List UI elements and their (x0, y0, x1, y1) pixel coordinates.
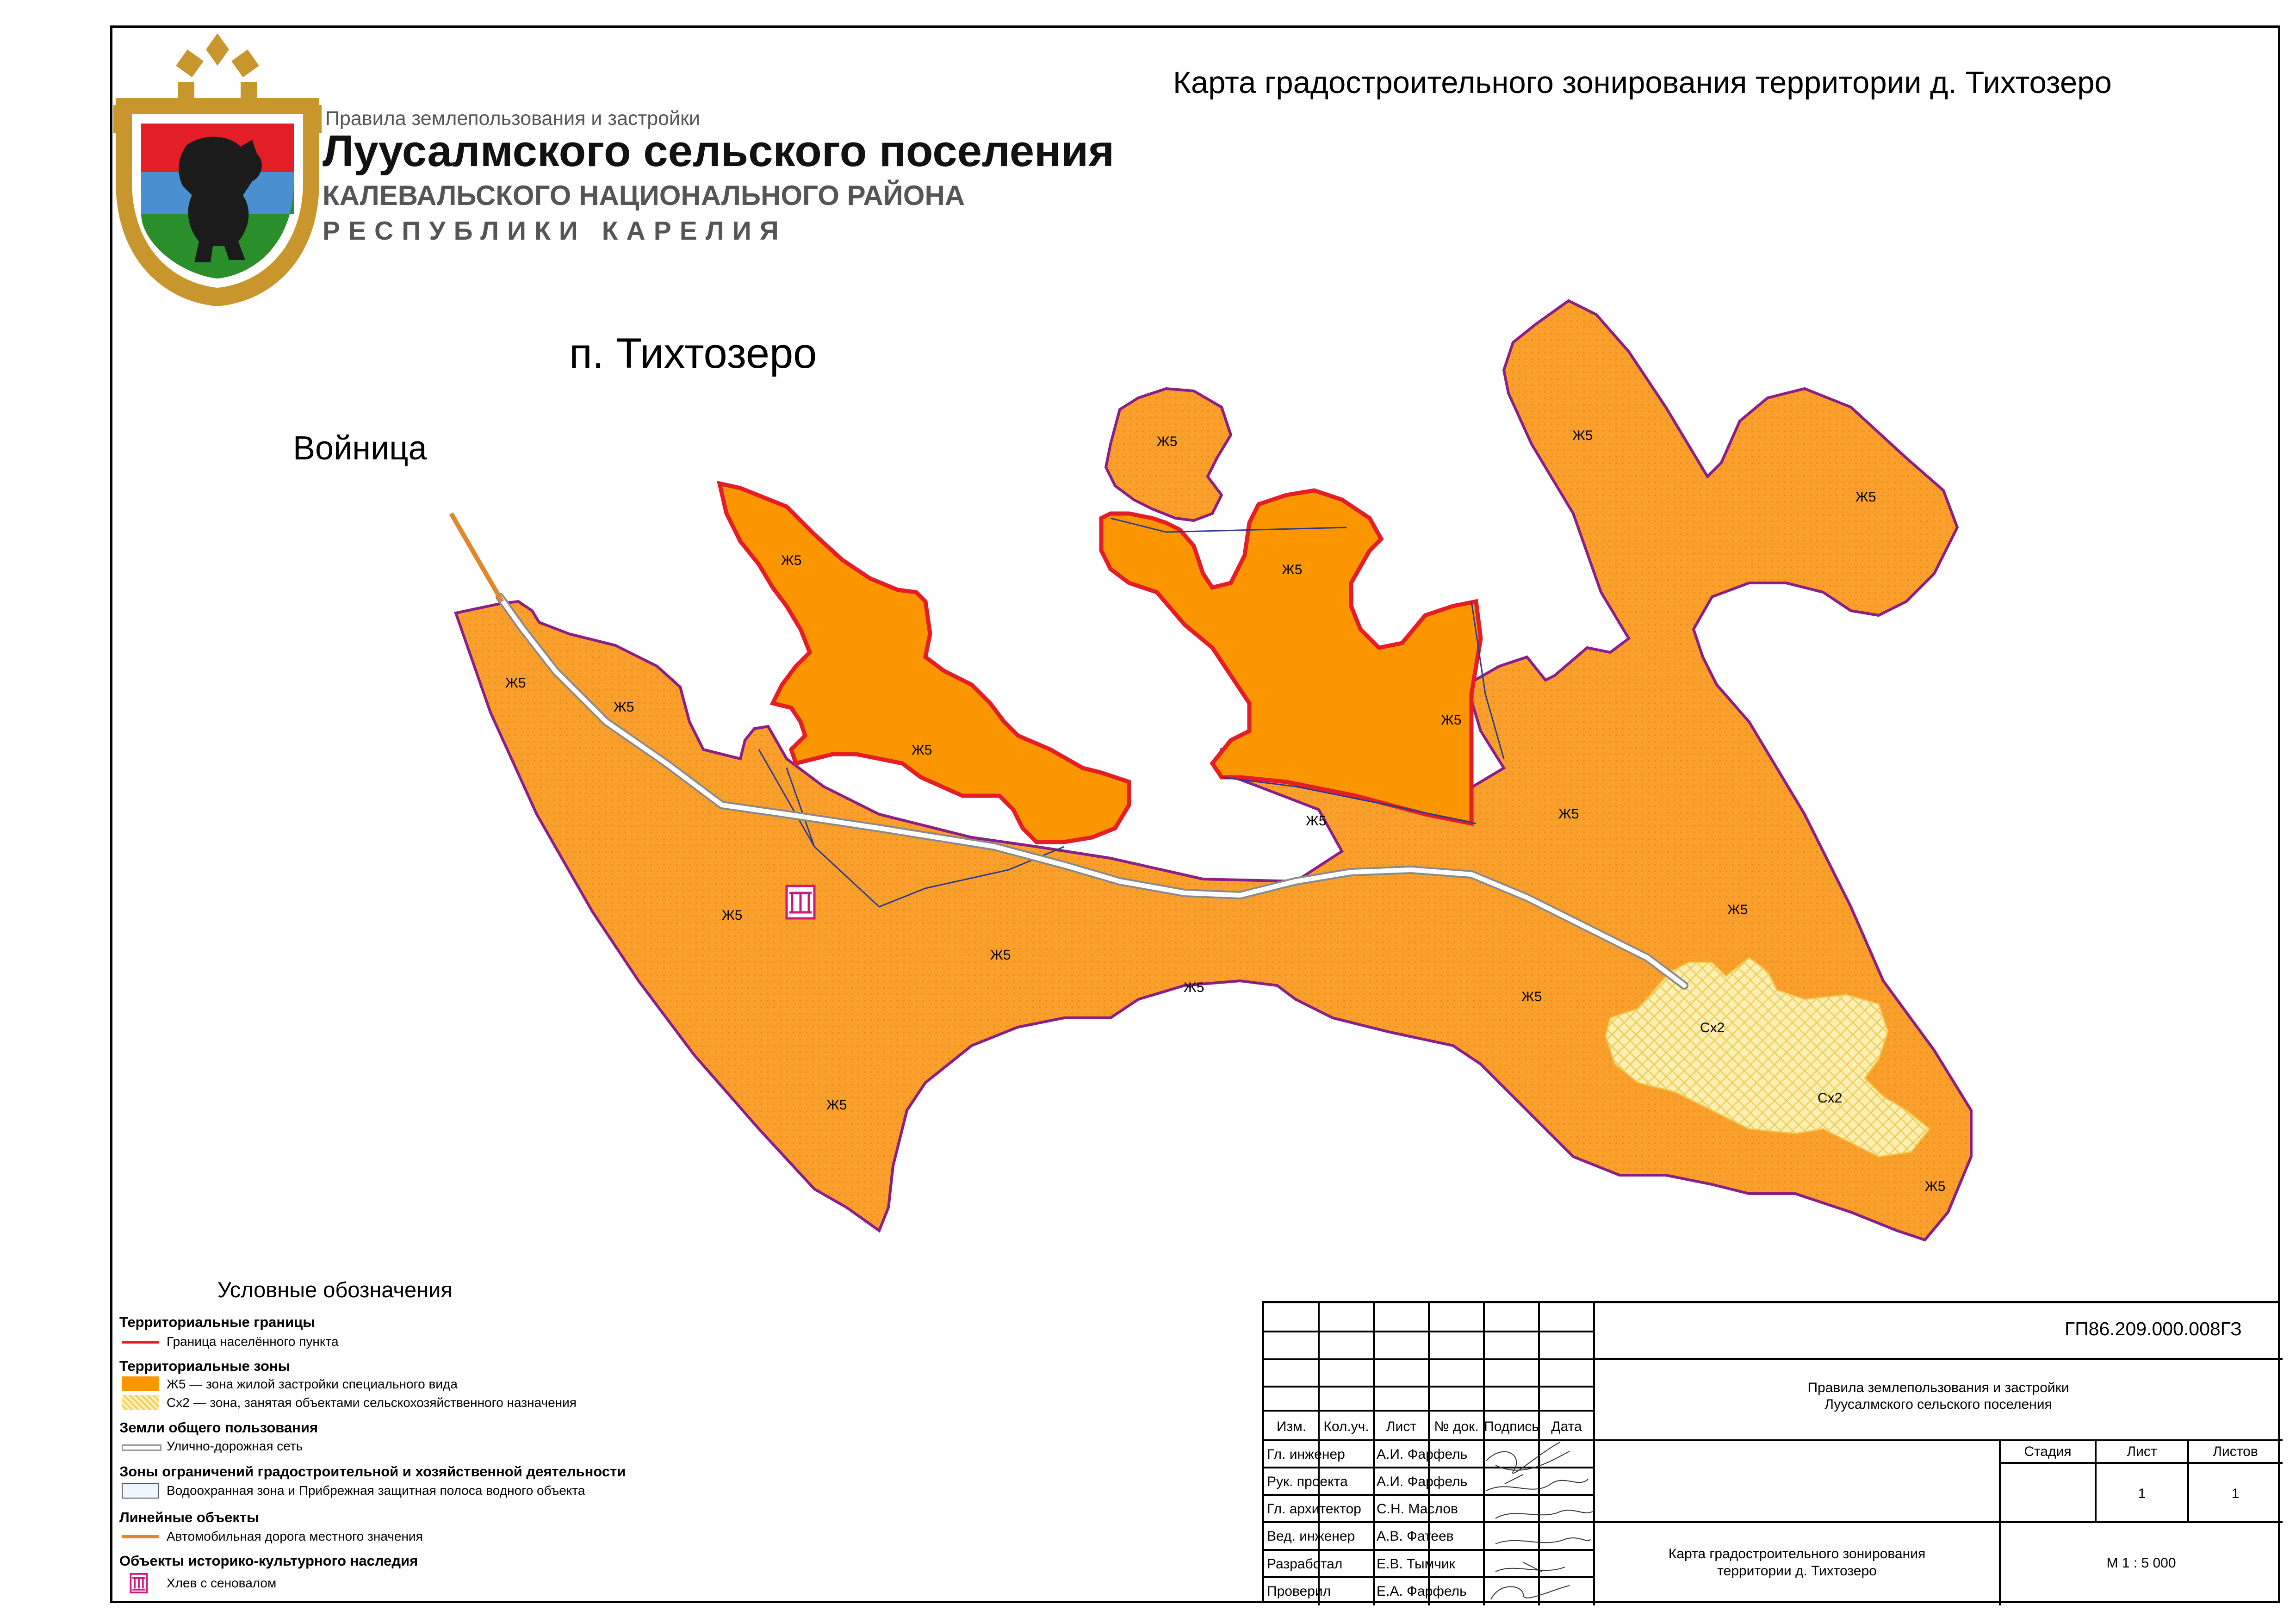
role-name: А.В. Фатеев (1377, 1529, 1454, 1544)
drawing-code: ГП86.209.000.008ГЗ (2065, 1318, 2242, 1339)
role-label: Гл. архитектор (1267, 1501, 1361, 1517)
district-line: КАЛЕВАЛЬСКОГО НАЦИОНАЛЬНОГО РАЙОНА (323, 180, 965, 211)
legend-title: Условные обозначения (217, 1277, 453, 1302)
legend-heading: Объекты историко-культурного наследия (119, 1553, 418, 1569)
heritage-barn-icon (787, 886, 814, 918)
project-line1: Правила землепользования и застройки (1807, 1380, 2069, 1395)
legend-symbol-boundary (122, 1341, 159, 1344)
zone-label: Ж5 (990, 948, 1011, 963)
sheet-value: 1 (2138, 1486, 2146, 1501)
legend-symbol-street (122, 1444, 161, 1451)
role-name: С.Н. Маслов (1377, 1501, 1458, 1517)
column-header: Лист (1386, 1419, 1417, 1434)
zone-label: Сх2 (1818, 1090, 1843, 1106)
zh5-island-zone (1106, 389, 1231, 520)
role-name: А.И. Фарфель (1377, 1474, 1468, 1489)
zh5-north-east-zone (1101, 490, 1481, 824)
zone-label: Ж5 (614, 700, 634, 715)
legend-symbol-water-zone (122, 1483, 159, 1499)
role-label: Гл. инженер (1267, 1447, 1345, 1462)
sheets-value: 1 (2231, 1486, 2240, 1501)
sheet-label: Лист (2127, 1444, 2157, 1459)
legend-item: Автомобильная дорога местного значения (167, 1529, 423, 1543)
legend-symbol-local-road (122, 1535, 159, 1538)
zone-label: Ж5 (781, 553, 802, 568)
zone-label: Ж5 (1157, 434, 1178, 449)
legend-symbol-sx2 (122, 1395, 159, 1410)
zone-label: Ж5 (1572, 428, 1593, 443)
legend-heading: Территориальные зоны (119, 1358, 291, 1374)
legend-item: Сх2 — зона, занятая объектами сельскохозяйственного назначения (167, 1395, 577, 1410)
drawing-title-line1: Карта градостроительного зонирования (1668, 1546, 1926, 1561)
zone-label: Ж5 (1727, 902, 1748, 917)
zone-label: Ж5 (722, 908, 743, 923)
role-name: А.И. Фарфель (1377, 1447, 1468, 1462)
role-label: Рук. проекта (1267, 1474, 1348, 1489)
legend-item: Граница населённого пункта (167, 1334, 339, 1349)
role-label: Проверил (1267, 1584, 1331, 1599)
role-label: Вед. инженер (1267, 1529, 1355, 1544)
title-block (1262, 1301, 2280, 1603)
zone-label: Ж5 (826, 1097, 847, 1113)
zone-label: Ж5 (912, 743, 932, 758)
zone-label: Ж5 (1184, 980, 1204, 995)
legend-heading: Земли общего пользования (119, 1419, 318, 1436)
zone-label: Ж5 (1441, 712, 1462, 728)
local-road-voinitsa (451, 514, 502, 601)
legend-heading: Зоны ограничений градостроительной и хозяйственной деятельности (119, 1463, 626, 1480)
heritage-icon (129, 1573, 149, 1593)
scale: М 1 : 5 000 (2106, 1555, 2176, 1571)
zone-label: Ж5 (1282, 562, 1303, 577)
zone-label: Ж5 (1521, 989, 1542, 1004)
column-header: Кол.уч. (1323, 1419, 1369, 1434)
role-label: Разработал (1267, 1556, 1343, 1572)
project-line2: Луусалмского сельского поселения (1824, 1397, 2052, 1412)
zone-label: Ж5 (1558, 806, 1579, 822)
sheets-label: Листов (2213, 1444, 2258, 1459)
column-header: № док. (1434, 1419, 1479, 1434)
column-header: Подпись (1484, 1419, 1539, 1434)
zone-label: Ж5 (1855, 489, 1876, 505)
legend-heading: Линейные объекты (119, 1509, 259, 1525)
legend-item: Хлев с сеновалом (167, 1576, 277, 1590)
legend-item: Водоохранная зона и Прибрежная защитная полоса водного объекта (167, 1483, 585, 1498)
legend-symbol-zh5 (122, 1376, 159, 1391)
republic-line: РЕСПУБЛИКИ КАРЕЛИЯ (323, 216, 787, 246)
map-title: Карта градостроительного зонирования территории д. Тихтозеро (1173, 65, 2112, 100)
stage-label: Стадия (2024, 1444, 2072, 1459)
drawing-title-line2: территории д. Тихтозеро (1717, 1563, 1877, 1579)
column-header: Дата (1551, 1419, 1582, 1434)
legend-item: Ж5 — зона жилой застройки специального вида (167, 1377, 458, 1391)
zone-label: Ж5 (1925, 1179, 1946, 1194)
legend-item: Улично-дорожная сеть (167, 1439, 303, 1453)
column-header: Изм. (1276, 1419, 1307, 1434)
rules-line: Правила землепользования и застройки (325, 107, 700, 130)
road-destination-label: Войница (293, 430, 427, 467)
role-name: Е.В. Тымчик (1377, 1556, 1455, 1572)
settlement-label: п. Тихтозеро (569, 330, 817, 377)
legend-heading: Территориальные границы (119, 1314, 315, 1330)
role-name: Е.А. Фарфель (1377, 1584, 1467, 1599)
settlement-line: Луусалмского сельского поселения (323, 126, 1115, 176)
zone-label: Ж5 (1306, 813, 1327, 829)
zone-label: Ж5 (505, 675, 526, 691)
zone-label: Сх2 (1700, 1020, 1725, 1035)
